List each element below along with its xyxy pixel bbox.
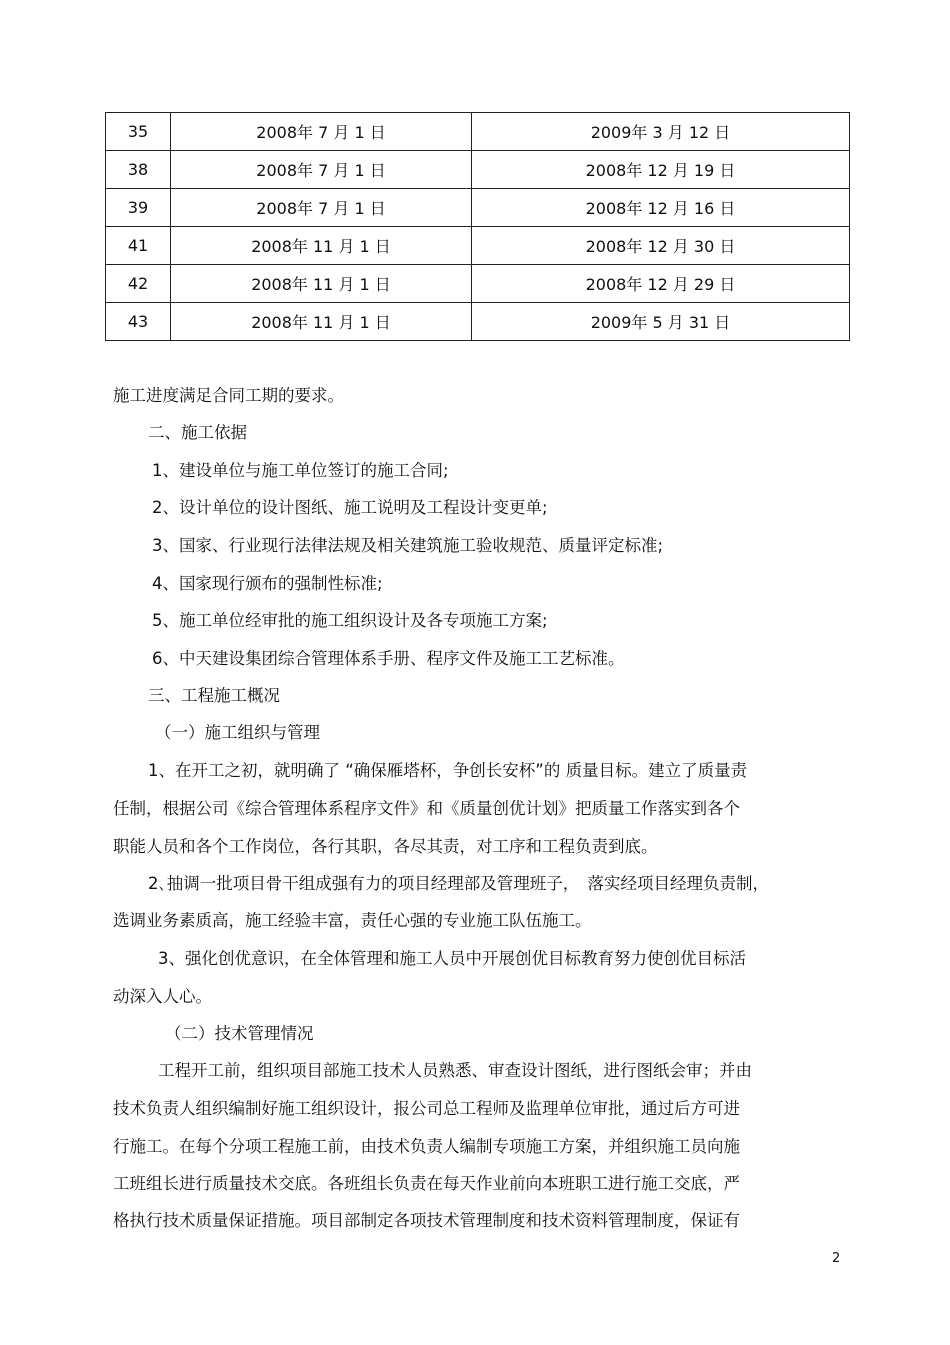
end-date-cell: 2008年 12 月 19 日	[472, 151, 850, 189]
text-line: 三、工程施工概况	[148, 686, 280, 705]
text-line: 1、建设单位与施工单位签订的施工合同;	[152, 461, 449, 480]
row-number-cell: 39	[106, 189, 171, 227]
row-number-cell: 42	[106, 265, 171, 303]
text-line: 4、国家现行颁布的强制性标准;	[152, 574, 383, 593]
end-date-cell: 2008年 12 月 29 日	[472, 265, 850, 303]
row-number-cell: 38	[106, 151, 171, 189]
text-line: 3、国家、行业现行法律法规及相关建筑施工验收规范、质量评定标准;	[152, 536, 664, 555]
text-line: 技术负责人组织编制好施工组织设计，报公司总工程师及监理单位审批，通过后方可进	[113, 1099, 740, 1118]
table-row	[106, 151, 850, 189]
schedule-table	[105, 112, 850, 341]
row-number-cell: 41	[106, 227, 171, 265]
text-line: 施工进度满足合同工期的要求。	[113, 386, 344, 405]
start-date-cell: 2008年 11 月 1 日	[171, 265, 472, 303]
text-line: 3、强化创优意识，在全体管理和施工人员中开展创优目标教育努力使创优目标活	[158, 949, 746, 968]
table-row	[106, 227, 850, 265]
text-line: 职能人员和各个工作岗位，各行其职，各尽其责，对工序和工程负责到底。	[113, 837, 658, 856]
end-date-cell: 2009年 3 月 12 日	[472, 113, 850, 151]
text-line: 二、施工依据	[148, 423, 247, 442]
start-date-cell: 2008年 7 月 1 日	[171, 151, 472, 189]
text-line: 工程开工前，组织项目部施工技术人员熟悉、审查设计图纸，进行图纸会审；并由	[158, 1061, 752, 1080]
start-date-cell: 2008年 7 月 1 日	[171, 113, 472, 151]
table-row	[106, 189, 850, 227]
text-line: 6、中天建设集团综合管理体系手册、程序文件及施工工艺标准。	[152, 649, 625, 668]
start-date-cell: 2008年 7 月 1 日	[171, 189, 472, 227]
text-line: 行施工。在每个分项工程施工前，由技术负责人编制专项施工方案，并组织施工员向施	[113, 1137, 740, 1156]
text-line: 5、施工单位经审批的施工组织设计及各专项施工方案;	[152, 611, 548, 630]
end-date-cell: 2008年 12 月 30 日	[472, 227, 850, 265]
text-line: 任制，根据公司《综合管理体系程序文件》和《质量创优计划》把质量工作落实到各个	[113, 799, 740, 818]
text-line: 动深入人心。	[113, 987, 212, 1006]
text-line: 2、设计单位的设计图纸、施工说明及工程设计变更单;	[152, 498, 548, 517]
end-date-cell: 2008年 12 月 16 日	[472, 189, 850, 227]
end-date-cell: 2009年 5 月 31 日	[472, 303, 850, 341]
text-line: 格执行技术质量保证措施。项目部制定各项技术管理制度和技术资料管理制度，保证有	[113, 1211, 740, 1230]
text-line: 选调业务素质高，施工经验丰富，责任心强的专业施工队伍施工。	[113, 911, 592, 930]
text-line: 工班组长进行质量技术交底。各班组长负责在每天作业前向本班职工进行施工交底，严	[113, 1174, 740, 1193]
table-row	[106, 303, 850, 341]
start-date-cell: 2008年 11 月 1 日	[171, 227, 472, 265]
text-line: 2､抽调一批项目骨干组成强有力的项目经理部及管理班子， 落实经项目经理负责制，	[148, 874, 769, 893]
table-row	[106, 265, 850, 303]
text-line: （二）技术管理情况	[165, 1024, 314, 1043]
text-line: 1、在开工之初，就明确了 “确保雁塔杯，争创长安杯”的 质量目标。建立了质量责	[148, 761, 748, 780]
text-line: （一）施工组织与管理	[155, 723, 320, 742]
row-number-cell: 35	[106, 113, 171, 151]
table-row	[106, 113, 850, 151]
start-date-cell: 2008年 11 月 1 日	[171, 303, 472, 341]
page-number: 2	[832, 1251, 841, 1266]
row-number-cell: 43	[106, 303, 171, 341]
